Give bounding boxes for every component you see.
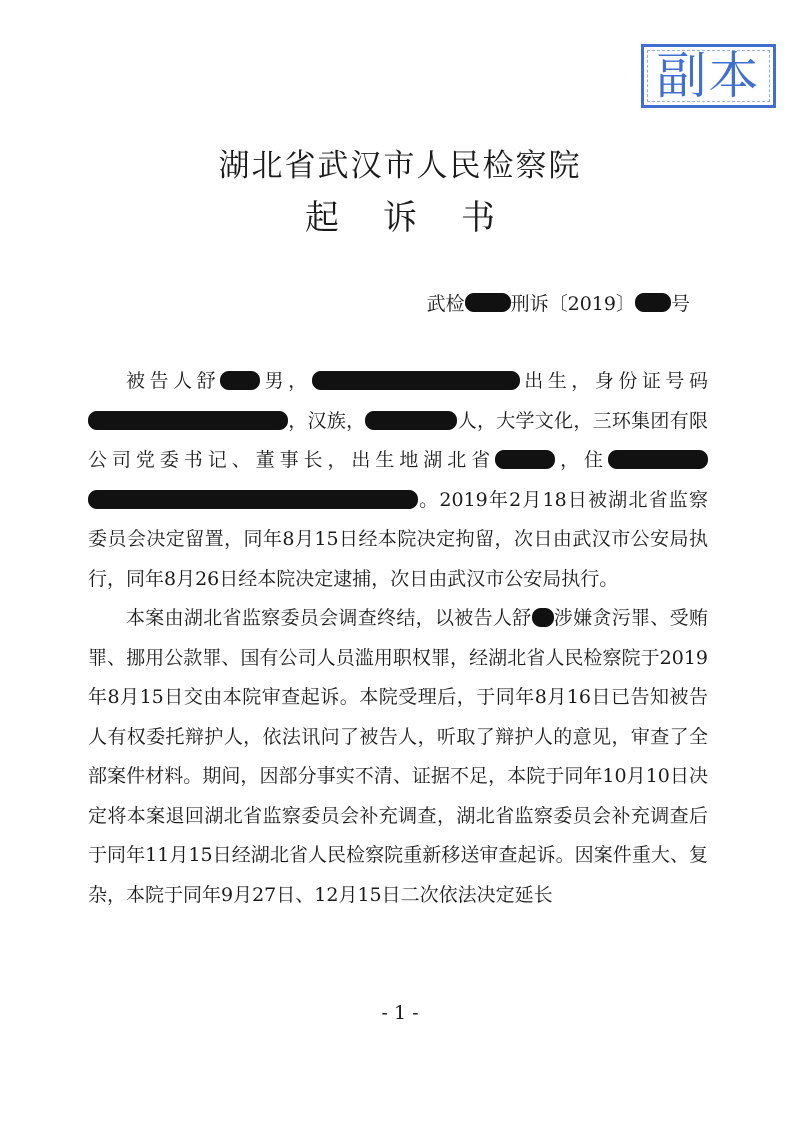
redaction-mark bbox=[532, 608, 554, 627]
redaction-mark bbox=[365, 411, 457, 430]
redaction-mark bbox=[495, 450, 555, 469]
page-number: - 1 - bbox=[381, 1002, 419, 1024]
copy-stamp: 副本 bbox=[641, 44, 776, 108]
redaction-mark bbox=[608, 450, 708, 469]
doc-number-prefix: 武检 bbox=[426, 293, 465, 315]
defendant-info-paragraph: 被告人舒 男， 出生，身份证号码，汉族， 人，大学文化，三环集团有限公司党委书记、董事长，出生地湖北省 ，住。2019年2月18日被湖北省监察委员会决定留置，同年8月15日经本院决定拘留，次日由武汉市公安局执行，同年8月26日经本院决定逮捕，次日由武汉市公安局执行。 bbox=[88, 370, 708, 590]
document-body bbox=[88, 362, 708, 915]
redaction-mark bbox=[88, 490, 418, 509]
doc-number-suffix: 号 bbox=[670, 293, 690, 315]
redaction-mark bbox=[312, 371, 520, 390]
redaction-mark bbox=[220, 371, 260, 390]
redaction-mark bbox=[88, 411, 288, 430]
redaction-mark bbox=[635, 293, 671, 312]
organization-title: 湖北省武汉市人民检察院 bbox=[218, 148, 582, 184]
doc-number-middle: 刑诉〔2019〕 bbox=[510, 293, 635, 315]
case-procedure-paragraph: 本案由湖北省监察委员会调查终结，以被告人舒 涉嫌贪污罪、受贿罪、挪用公款罪、国有公司人员滥用职权罪，经湖北省人民检察院于2019年8月15日交由本院审查起诉。本院受理后，于同年8月16日已告知被告人有权委托辩护人，依法讯问了被告人，听取了辩护人的意见，审查了全部案件材料。期间，因部分事实不清、证据不足，本院于同年10月10日决定将本案退回湖北省监察委员会补充调查，湖北省监察委员会补充调查后于同年11月15日经湖北省人民检察院重新移送审查起诉。因案件重大、复杂，本院于同年9月27日、12月15日二次依法决定延长 bbox=[88, 607, 708, 906]
document-number bbox=[427, 289, 690, 316]
document-title: 起诉书 bbox=[305, 198, 539, 238]
redaction-mark bbox=[465, 293, 511, 312]
